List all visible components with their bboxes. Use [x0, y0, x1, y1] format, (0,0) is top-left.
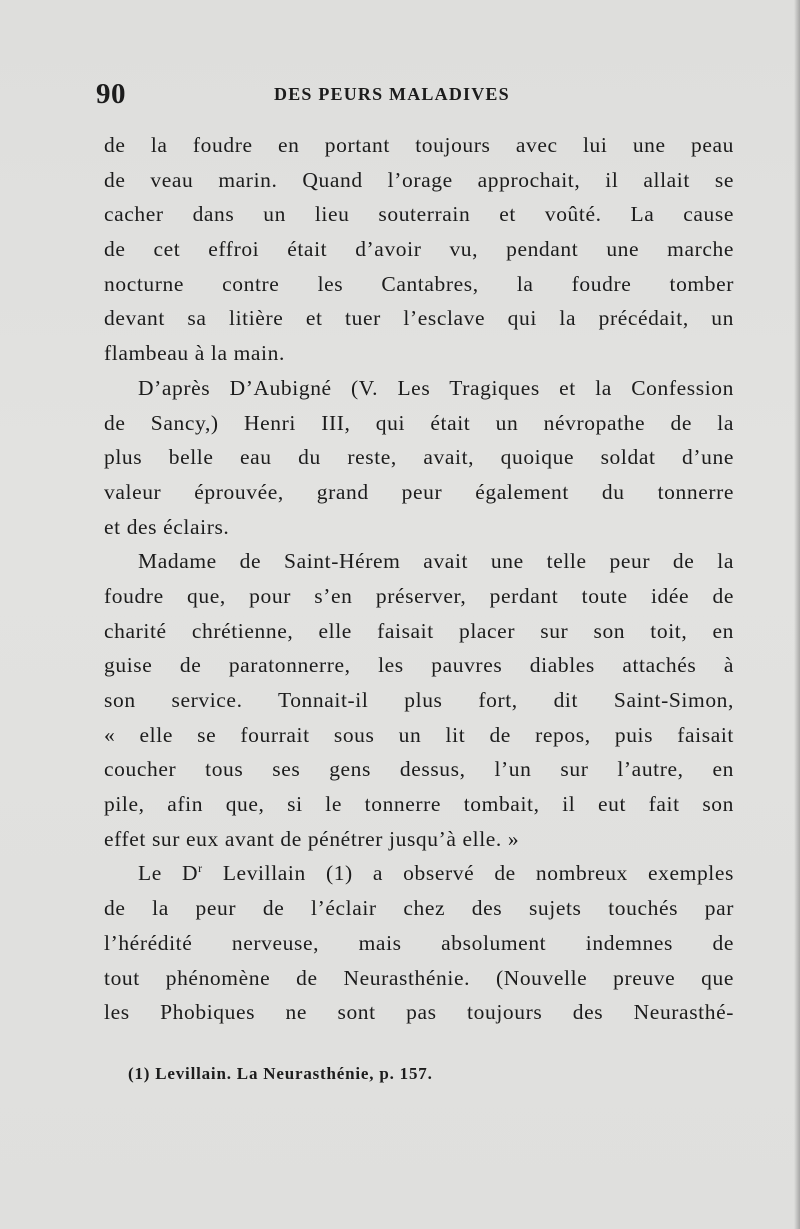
text-line: guise de paratonnerre, les pauvres diables attachés à [104, 653, 734, 678]
footnote: (1) Levillain. La Neurasthénie, p. 157. [128, 1064, 433, 1083]
text-line: de la peur de l’éclair chez des sujets touchés par [104, 896, 734, 921]
text-line: charité chrétienne, elle faisait placer sur son toit, en [104, 618, 734, 643]
text-line: tout phénomène de Neurasthénie. (Nouvelle preuve que [104, 965, 734, 990]
text-line: de la foudre en portant toujours avec lui une peau [104, 133, 734, 157]
text-line: flambeau à la main. [104, 341, 285, 366]
text-line: son service. Tonnait-il plus fort, dit Saint-Simon, [104, 688, 734, 712]
text-line: et des éclairs. [104, 514, 230, 539]
text-line: les Phobiques ne sont pas toujours des Neurasthé- [104, 1000, 734, 1025]
text-line: D’après D’Aubigné (V. Les Tragiques et la Confession [138, 375, 734, 400]
text-line: pile, afin que, si le tonnerre tombait, il eut fait son [104, 792, 734, 817]
page-edge-shadow [794, 0, 800, 1229]
text-line: de veau marin. Quand l’orage approchait, il allait se [104, 167, 734, 192]
page-number: 90 [96, 78, 126, 110]
text-line: l’hérédité nerveuse, mais absolument indemnes de [104, 930, 734, 955]
text-line [104, 856, 734, 891]
running-title: DES PEURS MALADIVES [274, 84, 510, 104]
text-line: devant sa litière et tuer l’esclave qui la précédait, un [104, 306, 734, 331]
text-line: coucher tous ses gens dessus, l’un sur l’autre, en [104, 757, 734, 782]
text-line: valeur éprouvée, grand peur également du tonnerre [104, 479, 734, 504]
text-line: Madame de Saint-Hérem avait une telle peur de la [138, 549, 734, 574]
text-line: cacher dans un lieu souterrain et voûté. La cause [104, 202, 734, 227]
text-line: « elle se fourrait sous un lit de repos, puis faisait [104, 722, 734, 747]
text-line: foudre que, pour s’en préserver, perdant toute idée de [104, 583, 734, 608]
text-line: de cet effroi était d’avoir vu, pendant une marche [104, 237, 734, 262]
text-line-start: Le D [138, 861, 199, 886]
text-line: plus belle eau du reste, avait, quoique soldat d’une [104, 445, 734, 470]
text-line: de Sancy,) Henri III, qui était un névropathe de la [104, 410, 734, 435]
superscript: r [198, 861, 203, 876]
text-line: nocturne contre les Cantabres, la foudre tomber [104, 271, 734, 296]
body-text [104, 128, 734, 1030]
text-line: effet sur eux avant de pénétrer jusqu’à elle. » [104, 826, 520, 851]
text-line-rest: Levillain (1) a observé de nombreux exemples [202, 861, 734, 886]
page-header [96, 78, 736, 118]
